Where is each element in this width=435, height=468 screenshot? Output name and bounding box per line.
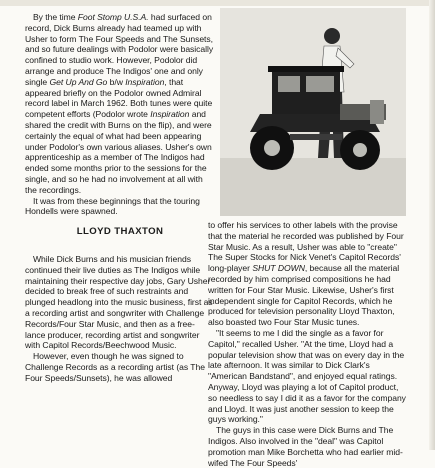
paragraph-7: The guys in this case were Dick Burns and The Indigos. Also involved in the "deal" was Capitol promotion man Mike Borchetta who had earlier mid-wifed The Four Speeds' (208, 425, 403, 468)
page-edge-shadow (429, 0, 435, 450)
right-column (208, 220, 406, 468)
section-heading: LLOYD THAXTON (76, 226, 164, 238)
paragraph-1: By the time Foot Stomp U.S.A. had surfaced on record, Dick Burns already had teamed up with Usher to form The Four Speeds and The Sunsets, and so future dealings with Podolor were basically confined to studio work. However, Podolor did arrange and produce The Indigos' one and only single Get Up And Go b/w Inspiration, that appeared briefly on the Podolor owned Admiral record label in March 1962. Both tunes were quite competent efforts (Podolor wrote Inspiration and shared the credit with Burns on the flip), and were certainly the equal of what had been appearing under Podolor's own various aliases. Usher's own apprenticeship as a member of The Indigos had ended some months prior to the sessions for the single, and so he had no involvement at all with the recordings. (25, 12, 214, 195)
paragraph-5: to offer his services to other labels with the provise that the material he recorded was published by Four Star Music. As a result, Usher was able to "create" The Super Stocks for Nick Venet's Capitol Records' long-player SHUT DOWN, because all the material recorded by him comprised compositions he had written for Four Star Music. Likewise, Usher's first independent single for Capitol Records, which he produced for television personality Lloyd Thaxton, also boasted two Four Star Music tunes. (208, 220, 404, 328)
hot-rod-photo (220, 8, 406, 216)
paragraph-3: While Dick Burns and his musician friends continued their live duties as The Indigos while maintaining their respective day jobs, Gary Usher decided to break free of such restraints and plunged headlong into the music business, first as a recording artist and songwriter with Challenge Records/Four Star Music, and then as a free-lance producer, recording artist and songwriter with Capitol Records/Beechwood Music. (25, 253, 213, 351)
paragraph-6: "It seems to me I did the single as a favor for Capitol," recalled Usher. "At the time, Lloyd had a popular television show that was on every day in the late afternoon. It was similar to Dick Clark's "American Bandstand", and enjoyed equal ratings. Anyway, Lloyd was playing a lot of Capitol product, so needless to say I did it as a favor for the company and Lloyd. It was just another session to keep the guys working." (208, 327, 406, 425)
paragraph-2: It was from these beginnings that the touring Hondells were spawned. (25, 195, 200, 217)
left-column (25, 12, 215, 384)
hot-rod-photo-drawing (220, 8, 406, 216)
page-top-strip (0, 0, 435, 6)
paragraph-4: However, even though he was signed to Challenge Records as a recording artist (as The Four Speeds/Sunsets), he was allowed (25, 351, 205, 383)
